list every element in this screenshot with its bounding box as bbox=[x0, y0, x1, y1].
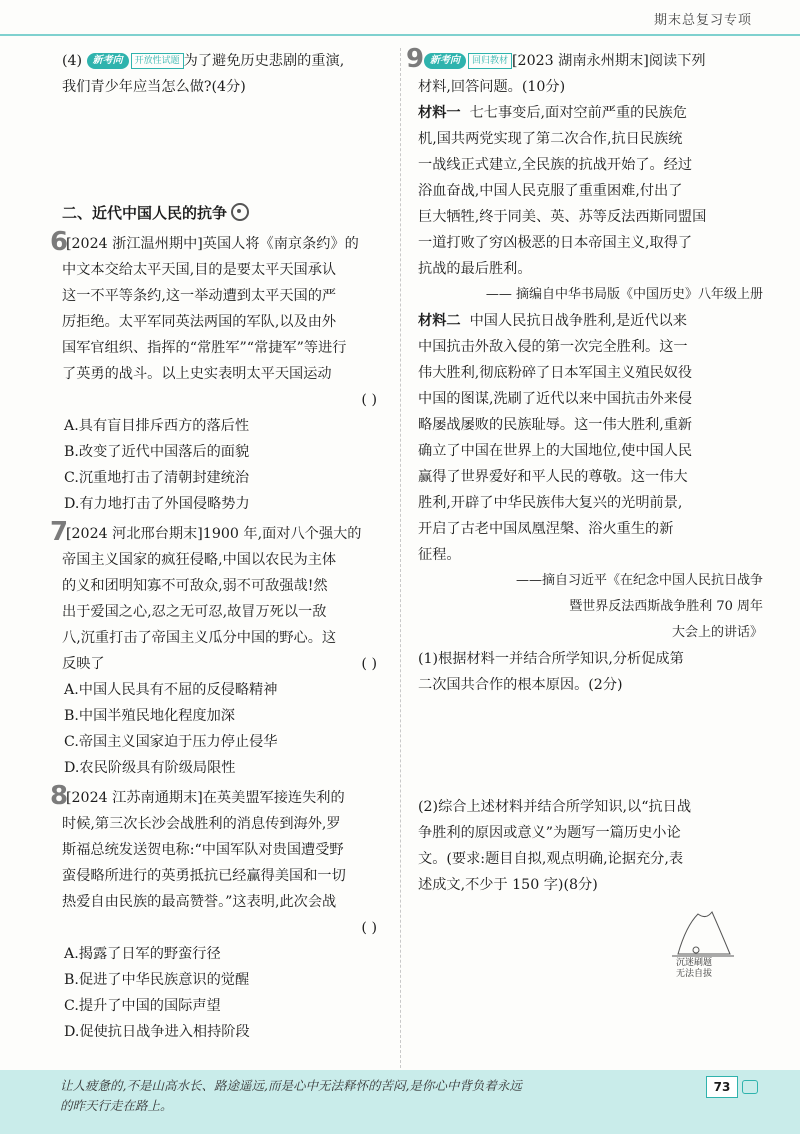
column-divider bbox=[400, 48, 401, 1068]
new-badge: 新考向 bbox=[87, 53, 129, 69]
header-title: 期末总复习专项 bbox=[653, 13, 752, 28]
q7-last-line: 反映了 ( ) bbox=[62, 651, 387, 677]
m1-source: —— 摘编自中华书局版《中国历史》八年级上册 bbox=[485, 287, 763, 302]
q8-line: 时候,第三次长沙会战胜利的消息传到海外,罗 bbox=[62, 816, 341, 832]
q7-line: 帝国主义国家的疯狂侵略,中国以农民为主体 bbox=[62, 552, 337, 568]
material-1-label: 材料一 bbox=[418, 105, 461, 121]
q6-line: 厉拒绝。太平军同英法两国的军队,以及由外 bbox=[62, 314, 337, 330]
page-number: 73 bbox=[706, 1076, 738, 1098]
q7-line: 的义和团明知寡不可敌众,弱不可敌强哉!然 bbox=[62, 578, 328, 594]
q6-line: 国军官组织、指挥的“常胜军”“常捷军”等进行 bbox=[62, 340, 347, 356]
q8-option-a: A.揭露了日军的野蛮行径 bbox=[64, 946, 221, 962]
footer-quote: 让人疲惫的,不是山高水长、路途遥远,而是心中无法释怀的苦闷,是你心中背负着永远 的昨天行走在路上。 bbox=[60, 1078, 522, 1113]
answer-paren: ( ) bbox=[361, 392, 377, 408]
left-column bbox=[50, 48, 387, 1045]
back-tag: 回归教材 bbox=[468, 53, 512, 69]
q6-option-b: B.改变了近代中国落后的面貌 bbox=[64, 444, 250, 460]
question-8 bbox=[50, 781, 387, 1045]
m2-line: 胜利,开辟了中华民族伟大复兴的光明前景, bbox=[418, 495, 683, 511]
q8-option-c: C.提升了中国的国际声望 bbox=[64, 998, 221, 1014]
m2-line: 赢得了世界爱好和平人民的尊敬。这一伟大 bbox=[418, 469, 688, 485]
q8-line: [2024 江苏南通期末]在英美盟军接连失利的 bbox=[66, 790, 345, 806]
m2-line: 中国抗击外敌入侵的第一次完全胜利。这一 bbox=[418, 339, 688, 355]
q6-option-c: C.沉重地打击了清朝封建统治 bbox=[64, 470, 250, 486]
section-title: 二、近代中国人民的抗争 bbox=[62, 202, 387, 223]
q9-number: 9 bbox=[406, 44, 425, 74]
q4-prefix: (4) bbox=[62, 53, 83, 69]
m1-line: 材料一 七七事变后,面对空前严重的民族危 bbox=[418, 105, 687, 121]
q7-line: 八,沉重打击了帝国主义瓜分中国的野心。这 bbox=[62, 630, 337, 646]
sketch-caption: 沉迷刷题 无法自拔 bbox=[676, 958, 713, 979]
answer-paren: ( ) bbox=[361, 920, 377, 936]
m2-line: 中国的图谋,洗刷了近代以来中国抗击外来侵 bbox=[418, 391, 693, 407]
q8-line: 热爱自由民族的最高赞誉。”这表明,此次会战 bbox=[62, 894, 337, 910]
q6-option-a: A.具有盲目排斥西方的落后性 bbox=[64, 418, 250, 434]
m2-line: 开启了古老中国凤凰涅槃、浴火重生的新 bbox=[418, 521, 674, 537]
m2-source: 大会上的讲话》 bbox=[671, 625, 763, 640]
sub2-line: 争胜利的原因或意义”为题写一篇历史小论 bbox=[418, 825, 681, 841]
sub2-line: 文。(要求:题目自拟,观点明确,论据充分,表 bbox=[418, 851, 684, 867]
q7-option-a: A.中国人民具有不屈的反侵略精神 bbox=[64, 682, 278, 698]
m2-line: 略屡战屡败的民族耻辱。这一伟大胜利,重新 bbox=[418, 417, 693, 433]
q7-option-c: C.帝国主义国家迫于压力停止侵华 bbox=[64, 734, 278, 750]
q7-line: 出于爱国之心,忍之无可忍,故冒万死以一敌 bbox=[62, 604, 327, 620]
q9-head: 新考向 回归教材 [2023 湖南永州期末]阅读下列 bbox=[418, 48, 763, 74]
q6-line: [2024 浙江温州期中]英国人将《南京条约》的 bbox=[66, 236, 359, 252]
q6-number: 6 bbox=[50, 227, 69, 257]
right-column bbox=[406, 44, 763, 898]
q6-option-d: D.有力地打击了外国侵略势力 bbox=[64, 496, 250, 512]
q7-option-b: B.中国半殖民地化程度加深 bbox=[64, 708, 235, 724]
q8-number: 8 bbox=[50, 781, 69, 811]
m1-line: 浴血奋战,中国人民克服了重重困难,付出了 bbox=[418, 183, 683, 199]
question-6 bbox=[50, 227, 387, 517]
q6-line: 中文本交给太平天国,目的是要太平天国承认 bbox=[62, 262, 337, 278]
q8-line: 蛮侵略所进行的英勇抵抗已经赢得美国和一切 bbox=[62, 868, 346, 884]
question-9 bbox=[406, 44, 763, 898]
sub2-line: (2)综合上述材料并结合所学知识,以“抗日战 bbox=[418, 799, 692, 815]
m1-line: 一战线正式建立,全民族的抗战开始了。经过 bbox=[418, 157, 693, 173]
q4-line-1 bbox=[62, 48, 387, 74]
header-bar bbox=[0, 0, 800, 36]
question-7 bbox=[50, 517, 387, 781]
m2-line: 征程。 bbox=[418, 547, 461, 563]
answer-paren: ( ) bbox=[361, 656, 377, 672]
m1-line: 机,国共两党实现了第二次合作,抗日民族统 bbox=[418, 131, 683, 147]
q4-text-1: 为了避免历史悲剧的重演, bbox=[183, 53, 345, 69]
sub1-line: 二次国共合作的根本原因。(2分) bbox=[418, 677, 623, 693]
q7-option-d: D.农民阶级具有阶级局限性 bbox=[64, 760, 236, 776]
m2-line: 材料二 中国人民抗日战争胜利,是近代以来 bbox=[418, 313, 687, 329]
sub1-line: (1)根据材料一并结合所学知识,分析促成第 bbox=[418, 651, 684, 667]
m2-source: 暨世界反法西斯战争胜利 70 周年 bbox=[569, 599, 763, 614]
q8-option-b: B.促进了中华民族意识的觉醒 bbox=[64, 972, 250, 988]
book-icon bbox=[742, 1080, 758, 1094]
new-badge: 新考向 bbox=[424, 53, 466, 69]
q7-number: 7 bbox=[50, 517, 69, 547]
footer-bar bbox=[0, 1070, 800, 1134]
open-tag: 开放性试题 bbox=[131, 53, 184, 69]
q6-line: 了英勇的战斗。以上史实表明太平天国运动 bbox=[62, 366, 332, 382]
q8-option-d: D.促使抗日战争进入相持阶段 bbox=[64, 1024, 250, 1040]
target-icon bbox=[231, 203, 249, 221]
m2-line: 伟大胜利,彻底粉碎了日本军国主义殖民奴役 bbox=[418, 365, 693, 381]
m2-source: ——摘自习近平《在纪念中国人民抗日战争 bbox=[515, 573, 763, 588]
q7-line: [2024 河北邢台期末]1900 年,面对八个强大的 bbox=[66, 526, 362, 542]
material-2-label: 材料二 bbox=[418, 313, 461, 329]
m1-line: 一道打败了穷凶极恶的日本帝国主义,取得了 bbox=[418, 235, 693, 251]
q8-line: 斯福总统发送贺电称:“中国军队对贵国遭受野 bbox=[62, 842, 344, 858]
m2-line: 确立了中国在世界上的大国地位,使中国人民 bbox=[418, 443, 693, 459]
q6-line: 这一不平等条约,这一举动遭到太平天国的严 bbox=[62, 288, 337, 304]
m1-line: 巨大牺牲,终于同美、英、苏等反法西斯同盟国 bbox=[418, 209, 707, 225]
m1-line: 抗战的最后胜利。 bbox=[418, 261, 532, 277]
sub2-line: 述成文,不少于 150 字)(8分) bbox=[418, 877, 598, 893]
q9-head-2: 材料,回答问题。(10分) bbox=[418, 79, 566, 95]
answer-space[interactable] bbox=[418, 698, 763, 794]
q4-text-2: 我们青少年应当怎么做?(4分) bbox=[62, 79, 246, 95]
